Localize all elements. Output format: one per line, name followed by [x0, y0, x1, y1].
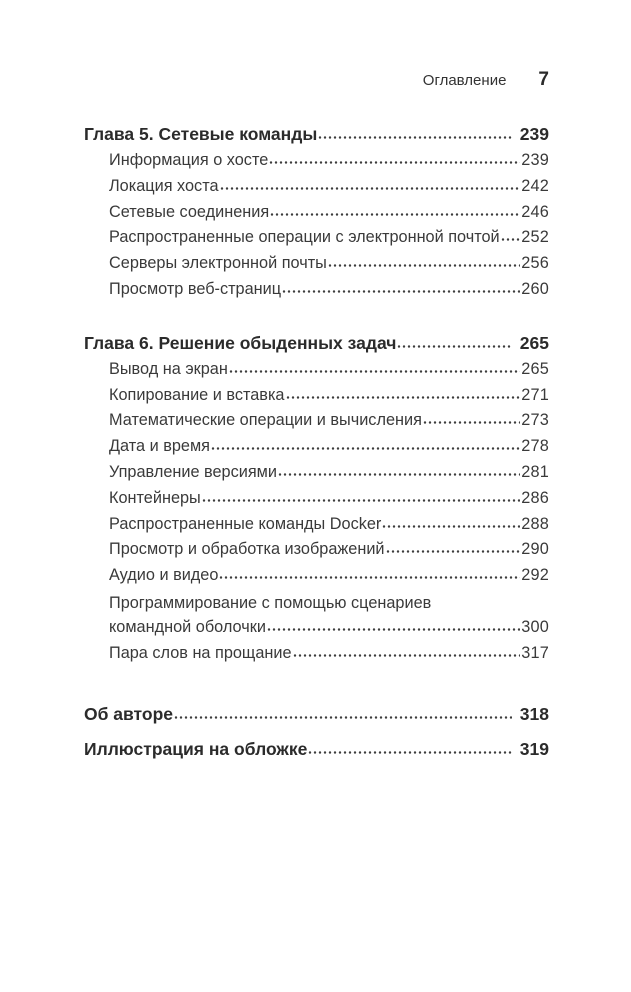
toc-entry: [109, 277, 549, 303]
dot-leader: [174, 706, 512, 720]
toc-entry: [109, 383, 549, 409]
toc-entry: [109, 460, 549, 486]
entry-label: Контейнеры: [109, 488, 201, 507]
entry-label: Управление версиями: [109, 462, 277, 481]
toc-entry: [109, 357, 549, 383]
dot-leader: [270, 204, 520, 217]
toc-entry: [109, 641, 549, 667]
entry-label: Сетевые соединения: [109, 202, 270, 221]
toc-entry: [109, 251, 549, 277]
toc-backmatter-entry: [84, 697, 549, 732]
dot-leader: [202, 490, 520, 503]
entry-label: Математические операции и вычисления: [109, 411, 422, 430]
toc-entry: [109, 200, 549, 226]
toc-entry: [109, 512, 549, 538]
entry-page-number: 273: [521, 411, 549, 430]
dot-leader: [278, 464, 520, 477]
entry-page-number: 256: [521, 254, 549, 273]
dot-leader: [423, 412, 520, 425]
entry-label: Просмотр и обработка изображений: [109, 540, 385, 559]
dot-leader: [220, 178, 521, 191]
dot-leader: [219, 567, 520, 580]
dot-leader: [267, 619, 520, 632]
dot-leader: [269, 152, 520, 165]
toc-backmatter: [84, 697, 549, 767]
toc-entry: [109, 537, 549, 563]
entry-page-number: 317: [521, 643, 549, 662]
toc-chapter-entry: [84, 329, 549, 357]
entry-page-number: 278: [521, 437, 549, 456]
entry-page-number: 300: [521, 617, 549, 636]
entry-page-number: 281: [521, 462, 549, 481]
entry-label: Пара слов на прощание: [109, 643, 292, 662]
dot-leader: [397, 335, 511, 349]
entry-label: Серверы электронной почты: [109, 254, 327, 273]
dot-leader: [328, 255, 520, 268]
entry-label: Аудио и видео: [109, 566, 219, 585]
entry-page-number: 246: [521, 202, 549, 221]
entry-page-number: 318: [519, 703, 549, 724]
toc-chapter-entry: [84, 120, 549, 148]
entry-page-number: 271: [521, 385, 549, 404]
dot-leader: [501, 229, 521, 242]
toc-entry: [109, 434, 549, 460]
table-of-contents: [84, 120, 549, 767]
entry-label-line2: командной оболочки: [109, 617, 266, 636]
toc-entry-two-line: [109, 589, 549, 641]
entry-label: Информация о хосте: [109, 151, 269, 169]
entry-page-number: 288: [521, 514, 549, 533]
toc-entry: [109, 486, 549, 512]
running-head: [423, 69, 549, 91]
entry-label: Копирование и вставка: [109, 385, 285, 404]
entry-label: Распространенные команды Docker: [109, 514, 382, 533]
page-number: 7: [538, 69, 549, 90]
toc-entry: [109, 148, 549, 174]
dot-leader: [282, 281, 520, 294]
entry-page-number: 319: [519, 738, 549, 759]
toc-section-chapter-5: [84, 120, 549, 303]
chapter-title: Глава 6. Решение обыденных задач: [84, 332, 397, 353]
dot-leader: [308, 741, 511, 755]
chapter-title: Глава 5. Сетевые команды: [84, 124, 318, 144]
chapter-page-number: 239: [519, 124, 549, 144]
dot-leader: [211, 438, 520, 451]
chapter-page-number: 265: [519, 332, 549, 353]
dot-leader: [286, 387, 521, 400]
entry-page-number: 290: [521, 540, 549, 559]
toc-entry: [109, 408, 549, 434]
entry-page-number: 265: [521, 359, 549, 378]
entry-label: Иллюстрация на обложке: [84, 738, 308, 759]
dot-leader: [229, 361, 520, 374]
entry-label: Просмотр веб-страниц: [109, 279, 282, 298]
toc-entry-second-line: [109, 615, 549, 641]
entry-label: Вывод на экран: [109, 359, 228, 378]
toc-entry: [109, 174, 549, 200]
toc-section-chapter-6: [84, 329, 549, 667]
entry-page-number: 242: [521, 176, 549, 195]
entry-page-number: 252: [521, 228, 549, 247]
toc-subitems: [109, 357, 549, 667]
toc-backmatter-entry: [84, 732, 549, 767]
toc-entry: [109, 225, 549, 251]
entry-page-number: 260: [521, 279, 549, 298]
dot-leader: [382, 516, 520, 529]
dot-leader: [386, 541, 521, 554]
running-head-title: Оглавление: [422, 72, 507, 89]
entry-label: Дата и время: [109, 437, 210, 456]
entry-page-number: 286: [521, 488, 549, 507]
entry-label-line1: Программирование с помощью сценариев: [109, 593, 432, 612]
entry-label: Об авторе: [84, 703, 173, 724]
entry-page-number: 239: [521, 151, 549, 169]
dot-leader: [318, 126, 512, 140]
entry-label: Локация хоста: [109, 176, 219, 195]
toc-entry: [109, 563, 549, 589]
entry-label: Распространенные операции с электронной почтой: [109, 228, 500, 247]
dot-leader: [293, 645, 521, 658]
entry-page-number: 292: [521, 566, 549, 585]
toc-subitems: [109, 148, 549, 303]
